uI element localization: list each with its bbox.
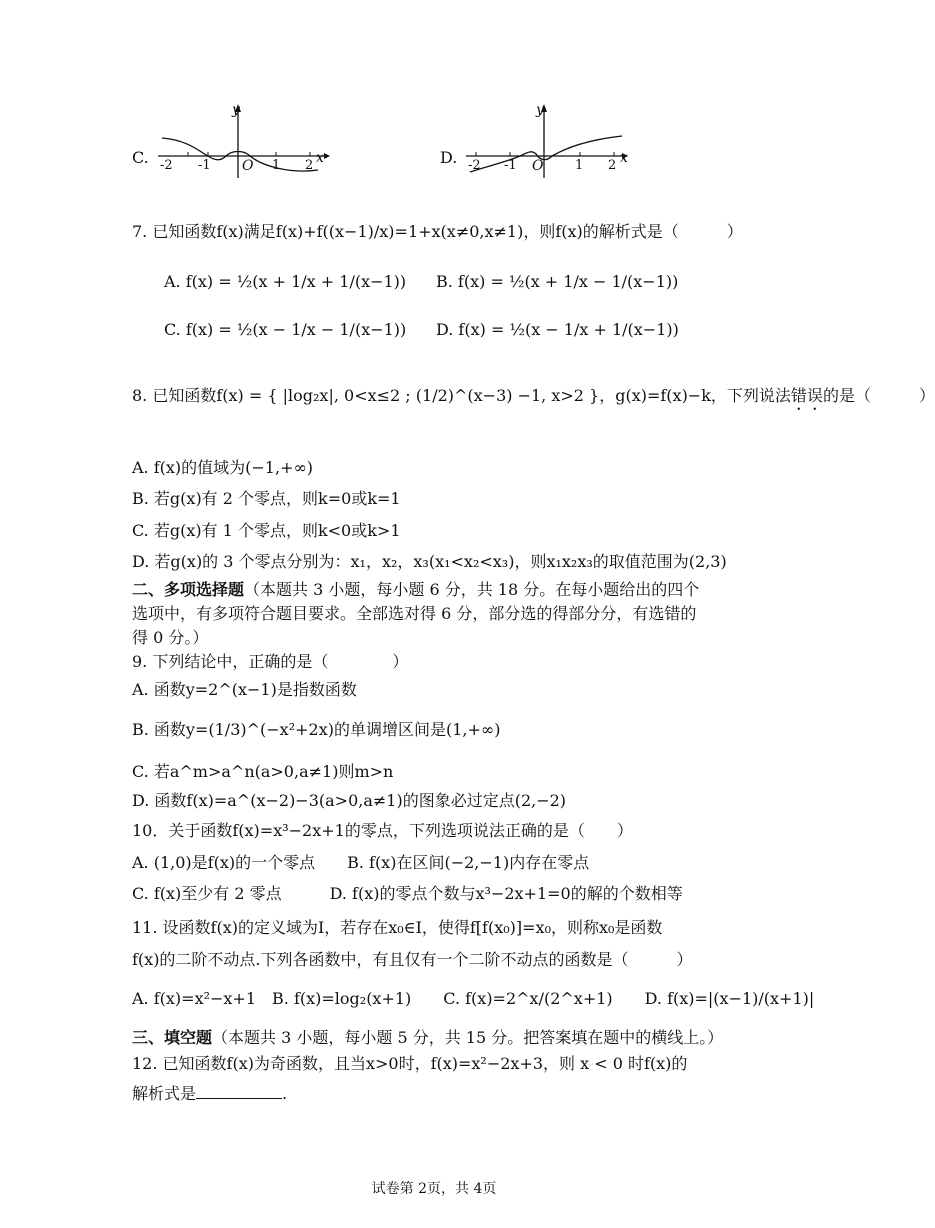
q7-option-d: D. f(x) = ½(x − 1/x + 1/(x−1)) [436,320,679,339]
graph-option-c [128,100,328,180]
graph-c-origin-label: O [242,158,254,174]
q12-stem-line1: 12. 已知函数f(x)为奇函数，且当x>0时，f(x)=x²−2x+3，则 x < 0 时f(x)的 [132,1054,688,1073]
section-2-desc-line1: （本题共 3 小题，每小题 6 分，共 18 分。在每小题给出的四个 [244,580,700,599]
section-2-title: 二、多项选择题 [132,580,245,599]
section-2-desc-line2: 选项中，有多项符合题目要求。全部选对得 6 分，部分选的得部分分，有选错的 [132,604,697,623]
q11-stem-line1: 11. 设函数f(x)的定义域为I，若存在x₀∈I，使得f[f(x₀)]=x₀，则称x₀是函数 [132,918,663,937]
graph-c-tick-label: 1 [272,158,281,173]
q9-stem: 9. 下列结论中，正确的是（ ） [132,652,409,671]
q9-option-d: D. 函数f(x)=a^(x−2)−3(a>0,a≠1)的图象必过定点(2,−2) [132,791,567,810]
section-3-desc: （本题共 3 小题，每小题 5 分，共 15 分。把答案填在题中的横线上。） [212,1028,724,1047]
graph-c-tick-label: -1 [198,158,211,173]
q8-option-a: A. f(x)的值域为(−1,+∞) [132,458,314,477]
graph-c-tick-label: -2 [160,158,173,173]
graph-d-origin-label: O [532,158,544,174]
q12-answer-blank[interactable] [196,1084,282,1099]
section-2-header [132,580,699,600]
q12-stem-line2 [132,1084,287,1104]
graph-d-y-label: y [536,102,544,118]
graph-c-x-arrow [324,153,330,159]
q7-option-c: C. f(x) = ½(x − 1/x − 1/(x−1)) [164,320,407,339]
graph-d-label: D. [440,148,458,167]
q11-options: A. f(x)=x²−x+1 B. f(x)=log₂(x+1) C. f(x)=2^x/(2^x+1) D. f(x)=|(x−1)/(x+1)| [132,989,815,1008]
q8-stem-pre: 8. 已知函数f(x) = { |log₂x|, 0<x≤2 ; (1/2)^(x−3) −1, x>2 }，g(x)=f(x)−k，下列说法 [132,386,791,405]
graph-d-tick-label: 1 [575,158,584,173]
graph-d-tick-label: 2 [608,158,617,173]
section-3-title: 三、填空题 [132,1028,213,1047]
graph-c-svg [128,100,328,180]
q12-stem-line2-pre: 解析式是 [132,1084,197,1103]
section-3-header [132,1028,723,1048]
q8-option-b: B. 若g(x)有 2 个零点，则k=0或k=1 [132,489,401,508]
q9-option-c: C. 若a^m>a^n(a>0,a≠1)则m>n [132,762,394,781]
q9-option-a: A. 函数y=2^(x−1)是指数函数 [132,680,357,699]
graph-d-curve [470,136,622,172]
graph-c-y-label: y [232,102,240,118]
graph-c-tick-label: 2 [305,158,314,173]
q10-stem: 10．关于函数f(x)=x³−2x+1的零点，下列选项说法正确的是（ ） [132,821,633,840]
q8-option-c: C. 若g(x)有 1 个零点，则k<0或k>1 [132,521,401,540]
q10-options-cd: C. f(x)至少有 2 零点 D. f(x)的零点个数与x³−2x+1=0的解的个数相等 [132,884,683,903]
q7-stem: 7. 已知函数f(x)满足f(x)+f((x−1)/x)=1+x(x≠0,x≠1)，则f(x)的解析式是（ ） [132,222,743,241]
q8-stem [132,386,935,414]
q12-stem-line2-post: . [282,1084,288,1103]
q9-option-b: B. 函数y=(1/3)^(−x²+2x)的单调增区间是(1,+∞) [132,720,501,739]
q7-option-a: A. f(x) = ½(x + 1/x + 1/(x−1)) [164,272,407,291]
graph-c-x-label: x [316,150,324,166]
graph-d-x-label: x [620,150,628,166]
q8-option-d: D. 若g(x)的 3 个零点分别为：x₁，x₂，x₃(x₁<x₂<x₃)，则x₁x₂x₃的取值范围为(2,3) [132,552,727,571]
graph-c-curve [162,138,318,171]
q8-stem-emphasis: 错误 [790,386,823,405]
graph-d-tick-label: -2 [468,158,481,173]
q7-option-b: B. f(x) = ½(x + 1/x − 1/(x−1)) [436,272,679,291]
q11-stem-line2: f(x)的二阶不动点.下列各函数中，有且仅有一个二阶不动点的函数是（ ） [132,950,693,969]
section-2-desc-line3: 得 0 分。） [132,628,209,647]
graph-c-label: C. [132,148,149,167]
q8-stem-post: 的是（ ） [822,386,935,405]
q10-options-ab: A. (1,0)是f(x)的一个零点 B. f(x)在区间(−2,−1)内存在零点 [132,853,590,872]
page-footer: 试卷第 2页，共 4页 [371,1181,497,1197]
graph-d-tick-label: -1 [504,158,517,173]
